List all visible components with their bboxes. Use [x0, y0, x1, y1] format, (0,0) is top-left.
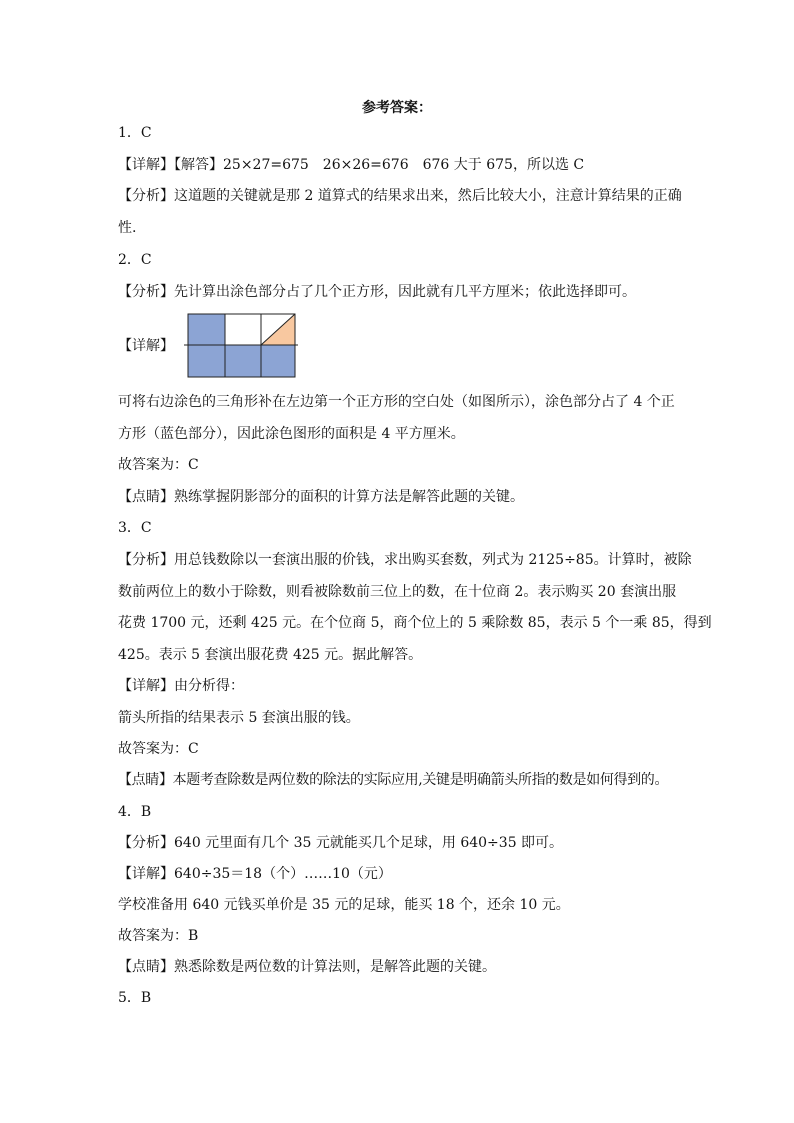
q2-analysis: 【分析】先计算出涂色部分占了几个正方形，因此就有几平方厘米；依此选择即可。: [118, 284, 636, 300]
q3-analysis-line-1: 【分析】用总钱数除以一套演出服的价钱，求出购买套数，列式为 2125÷85。计算时，被除: [118, 552, 692, 568]
q2-comment: 【点睛】熟练掌握阴影部分的面积的计算方法是解答此题的关键。: [118, 489, 524, 505]
q3-answer: 故答案为：C: [118, 741, 199, 757]
q2-detail-label: 【详解】: [118, 338, 174, 354]
shaded-squares-figure: [184, 312, 298, 380]
q4-comment: 【点睛】熟悉除数是两位数的计算法则，是解答此题的关键。: [118, 959, 496, 975]
q3-comment: 【点睛】本题考查除数是两位数的除法的实际应用,关键是明确箭头所指的数是如何得到的。: [118, 772, 669, 788]
q2-answer: 故答案为：C: [118, 457, 199, 473]
q1-analysis-line-2: 性.: [118, 220, 137, 236]
q5-number: 5．B: [118, 990, 152, 1006]
q3-analysis-line-3: 花费 1700 元，还剩 425 元。在个位商 5，商个位上的 5 乘除数 85，表示 5 个一乘 85，得到: [118, 615, 712, 631]
blue-square: [188, 314, 225, 345]
blue-square: [261, 345, 295, 377]
q4-detail: 【详解】640÷35＝18（个）……10（元）: [118, 866, 392, 882]
page-title: 参考答案：: [362, 100, 432, 116]
q3-detail-line-2: 箭头所指的结果表示 5 套演出服的钱。: [118, 710, 360, 726]
q3-analysis-line-4: 425。表示 5 套演出服花费 425 元。据此解答。: [118, 647, 423, 663]
q2-explain-line-2: 方形（蓝色部分），因此涂色图形的面积是 4 平方厘米。: [118, 426, 465, 442]
q2-explain-line-1: 可将右边涂色的三角形补在左边第一个正方形的空白处（如图所示），涂色部分占了 4 个正: [118, 394, 675, 410]
blue-square: [225, 345, 261, 377]
blank-square: [225, 314, 261, 345]
q3-analysis-line-2: 数前两位上的数小于除数，则看被除数前三位上的数，在十位商 2。表示购买 20 套演出服: [118, 584, 677, 600]
blue-square: [188, 345, 225, 377]
q4-detail-line-2: 学校准备用 640 元钱买单价是 35 元的足球，能买 18 个，还余 10 元。: [118, 897, 570, 913]
q2-number: 2．C: [118, 252, 152, 268]
q4-analysis: 【分析】640 元里面有几个 35 元就能买几个足球，用 640÷35 即可。: [118, 835, 564, 851]
q4-answer: 故答案为：B: [118, 928, 199, 944]
q1-analysis-line-1: 【分析】这道题的关键就是那 2 道算式的结果求出来，然后比较大小，注意计算结果的正确: [118, 188, 682, 204]
q1-detail: 【详解】【解答】25×27=675 26×26=676 676 大于 675，所以选 C: [118, 157, 585, 173]
q3-number: 3．C: [118, 520, 152, 536]
q4-number: 4．B: [118, 804, 152, 820]
q1-number: 1．C: [118, 125, 152, 141]
q3-detail: 【详解】由分析得：: [118, 678, 244, 694]
